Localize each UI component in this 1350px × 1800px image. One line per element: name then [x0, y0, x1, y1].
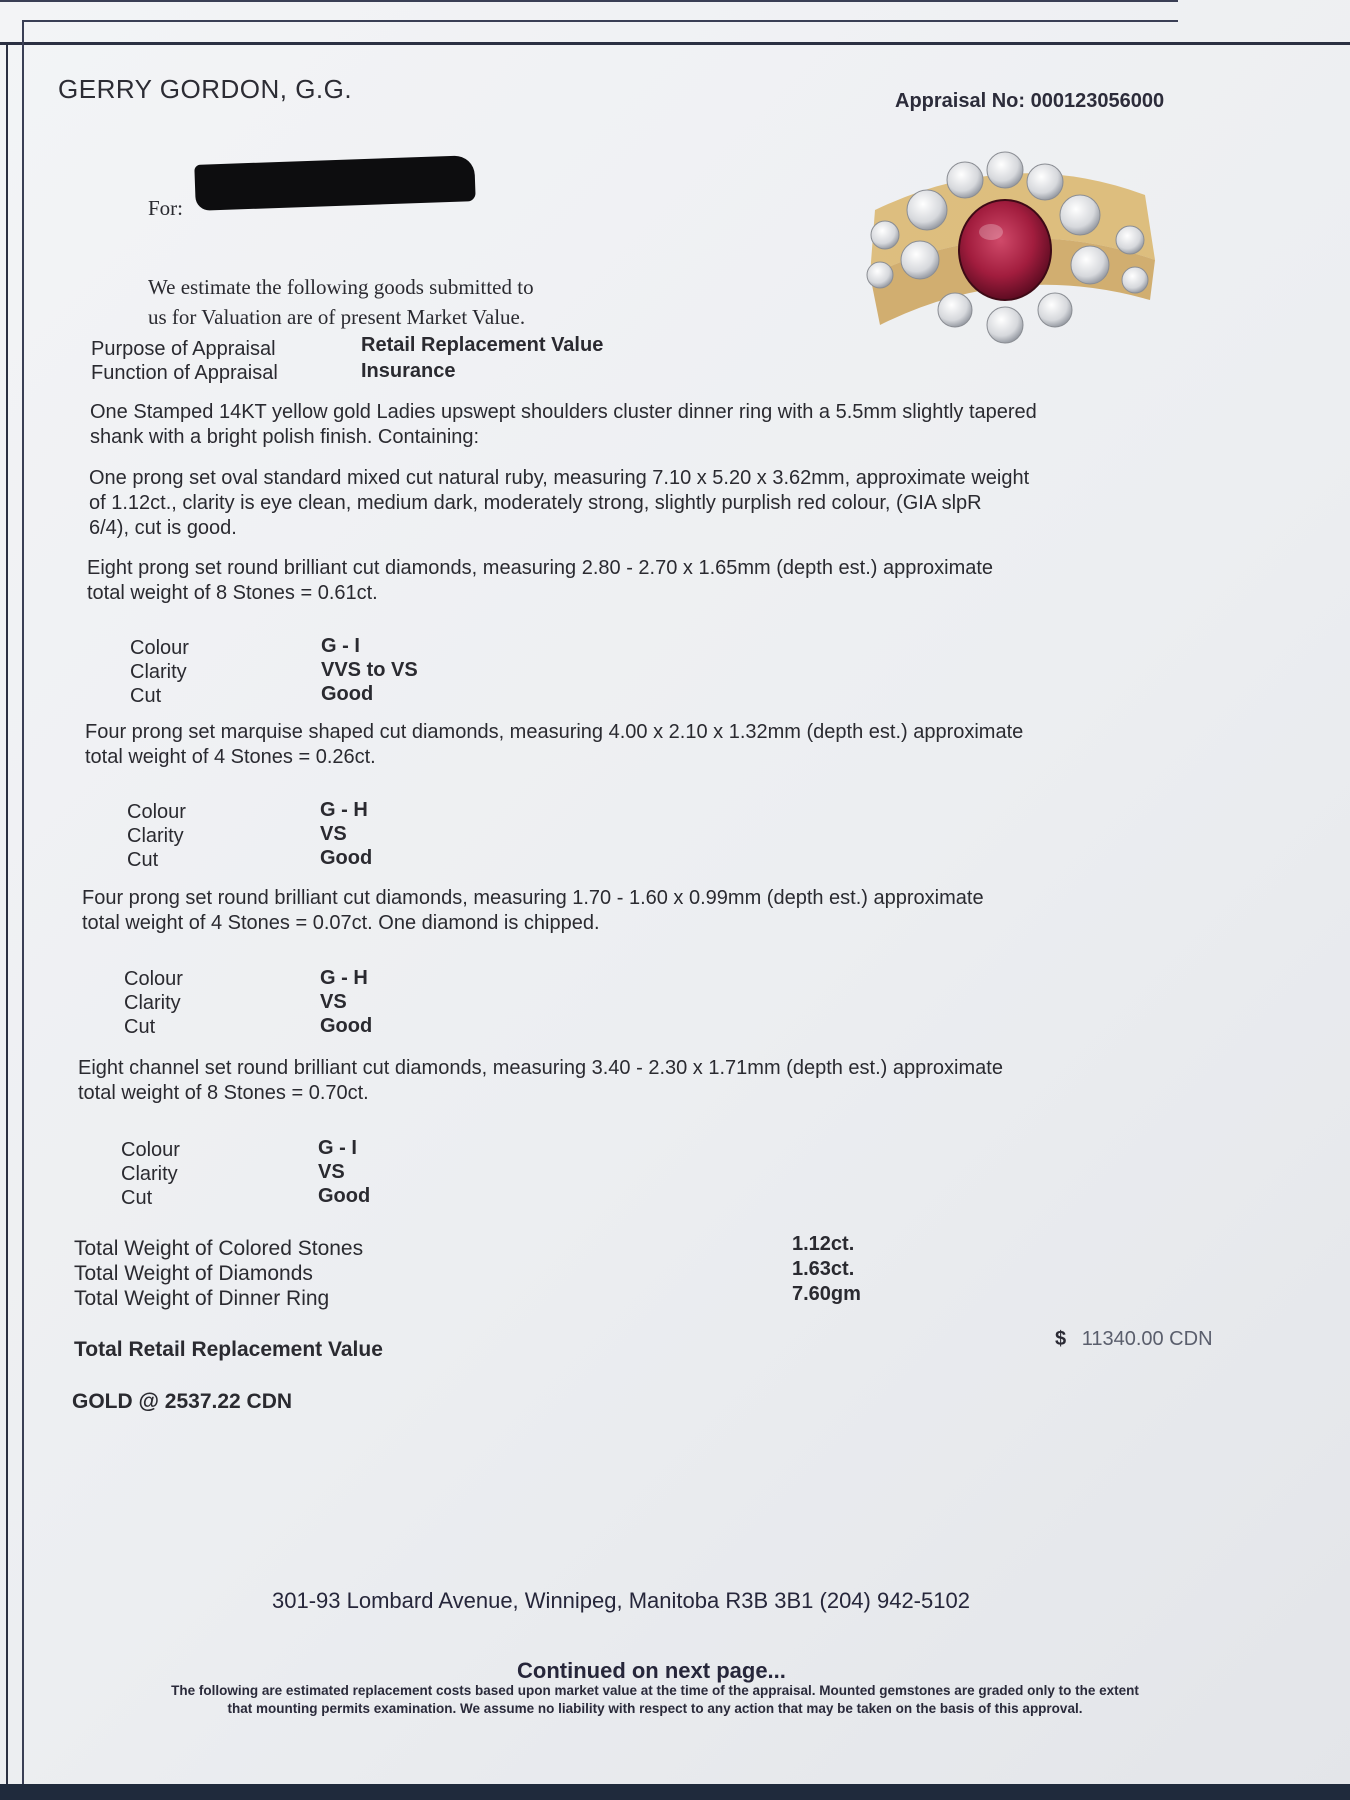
total-colored-value: 1.12ct.	[792, 1233, 855, 1255]
cut-value: Good	[318, 1185, 371, 1207]
intro-line: us for Valuation are of present Market Value.	[148, 305, 526, 329]
total-diamonds-label: Total Weight of Diamonds	[74, 1262, 313, 1285]
ruby-description	[89, 466, 1029, 541]
cut-label: Cut	[127, 849, 159, 871]
function-value: Insurance	[361, 360, 456, 382]
gold-price: GOLD @ 2537.22 CDN	[72, 1390, 293, 1413]
cut-label: Cut	[121, 1187, 153, 1209]
cut-label: Cut	[130, 685, 162, 707]
purpose-value: Retail Replacement Value	[361, 334, 604, 356]
grade-labels	[121, 1138, 180, 1210]
description-line: total weight of 8 Stones = 0.70ct.	[78, 1082, 369, 1104]
border-rule	[6, 44, 8, 1800]
scan-edge	[0, 1784, 1350, 1800]
stone-group-description	[85, 720, 1023, 770]
cut-value: Good	[320, 1015, 373, 1037]
redacted-client-name	[194, 155, 475, 211]
total-colored-label: Total Weight of Colored Stones	[74, 1237, 364, 1260]
footer-address: 301-93 Lombard Avenue, Winnipeg, Manitoba R3B 3B1 (204) 942-5102	[272, 1588, 970, 1613]
colour-label: Colour	[130, 637, 189, 659]
total-retail-label: Total Retail Replacement Value	[74, 1338, 383, 1361]
description-line: Four prong set marquise shaped cut diamonds, measuring 4.00 x 2.10 x 1.32mm (depth est.) approximate	[85, 721, 1024, 743]
description-line: total weight of 8 Stones = 0.61ct.	[87, 582, 378, 604]
clarity-value: VS	[318, 1161, 345, 1183]
border-rule	[22, 20, 1178, 22]
intro-line: We estimate the following goods submitted to	[148, 275, 534, 299]
appraisal-number	[895, 90, 1164, 113]
grade-values	[318, 1136, 370, 1208]
total-diamonds-value: 1.63ct.	[792, 1258, 855, 1280]
description-line: 6/4), cut is good.	[89, 517, 237, 539]
grade-values	[321, 634, 418, 706]
stone-group-description	[87, 556, 993, 606]
colour-value: G - I	[321, 635, 360, 657]
total-retail-value	[1055, 1328, 1213, 1351]
grade-values	[320, 966, 372, 1038]
appraisal-number-label: Appraisal No:	[895, 90, 1026, 112]
grade-values	[320, 798, 372, 870]
colour-value: G - I	[318, 1137, 357, 1159]
clarity-label: Clarity	[124, 992, 181, 1014]
description-line: Eight channel set round brilliant cut diamonds, measuring 3.40 - 2.30 x 1.71mm (depth est.) approximate	[78, 1057, 1003, 1079]
disclaimer: The following are estimated replacement costs based upon market value at the time of the appraisal. Mounted gemstones are graded only to the extent that mounting permits examination. We assume no liability with respect to any action that may be taken on the basis of this approval.	[171, 1683, 1139, 1716]
clarity-value: VVS to VS	[321, 659, 418, 681]
function-label: Function of Appraisal	[91, 362, 278, 384]
for-label: For:	[148, 196, 184, 220]
clarity-label: Clarity	[121, 1163, 178, 1185]
continued-note: Continued on next page...	[517, 1658, 786, 1683]
purpose-label: Purpose of Appraisal	[91, 338, 276, 360]
border-rule	[0, 42, 1350, 45]
appraisal-number-value: 000123056000	[1030, 90, 1165, 112]
grade-labels	[127, 800, 186, 872]
grade-labels	[130, 636, 189, 708]
description-line: One prong set oval standard mixed cut natural ruby, measuring 7.10 x 5.20 x 3.62mm, approximate weight	[89, 467, 1030, 489]
description-line: total weight of 4 Stones = 0.26ct.	[85, 746, 376, 768]
stone-group-description	[78, 1056, 1003, 1106]
description-line: Eight prong set round brilliant cut diamonds, measuring 2.80 - 2.70 x 1.65mm (depth est.) approximate	[87, 557, 994, 579]
clarity-label: Clarity	[130, 661, 187, 683]
intro-statement	[148, 272, 534, 332]
cut-label: Cut	[124, 1016, 156, 1038]
description-line: One Stamped 14KT yellow gold Ladies upswept shoulders cluster dinner ring with a 5.5mm slightly tapered	[90, 401, 1037, 423]
item-description	[90, 400, 1037, 450]
description-line: shank with a bright polish finish. Containing:	[90, 426, 480, 448]
cut-value: Good	[321, 683, 374, 705]
border-rule	[22, 22, 24, 1800]
totals-labels	[74, 1236, 363, 1311]
description-line: total weight of 4 Stones = 0.07ct. One diamond is chipped.	[82, 912, 600, 934]
colour-label: Colour	[121, 1139, 180, 1161]
total-ring-label: Total Weight of Dinner Ring	[74, 1287, 330, 1310]
total-ring-value: 7.60gm	[792, 1283, 861, 1305]
description-line: Four prong set round brilliant cut diamonds, measuring 1.70 - 1.60 x 0.99mm (depth est.) approximate	[82, 887, 984, 909]
colour-label: Colour	[127, 801, 186, 823]
colour-value: G - H	[320, 799, 368, 821]
colour-label: Colour	[124, 968, 183, 990]
border-rule	[0, 0, 1178, 2]
clarity-value: VS	[320, 823, 347, 845]
cut-value: Good	[320, 847, 373, 869]
currency-symbol: $	[1055, 1328, 1067, 1350]
colour-value: G - H	[320, 967, 368, 989]
clarity-value: VS	[320, 991, 347, 1013]
totals-values	[792, 1232, 861, 1307]
clarity-label: Clarity	[127, 825, 184, 847]
ruby-diamond-ring-photo	[845, 150, 1175, 360]
appraiser-name: GERRY GORDON, G.G.	[58, 74, 353, 104]
grade-labels	[124, 967, 183, 1039]
stone-group-description	[82, 886, 984, 936]
description-line: of 1.12ct., clarity is eye clean, medium dark, moderately strong, slightly purplish red colour, (GIA slpR	[89, 492, 982, 514]
retail-amount: 11340.00 CDN	[1081, 1328, 1213, 1350]
